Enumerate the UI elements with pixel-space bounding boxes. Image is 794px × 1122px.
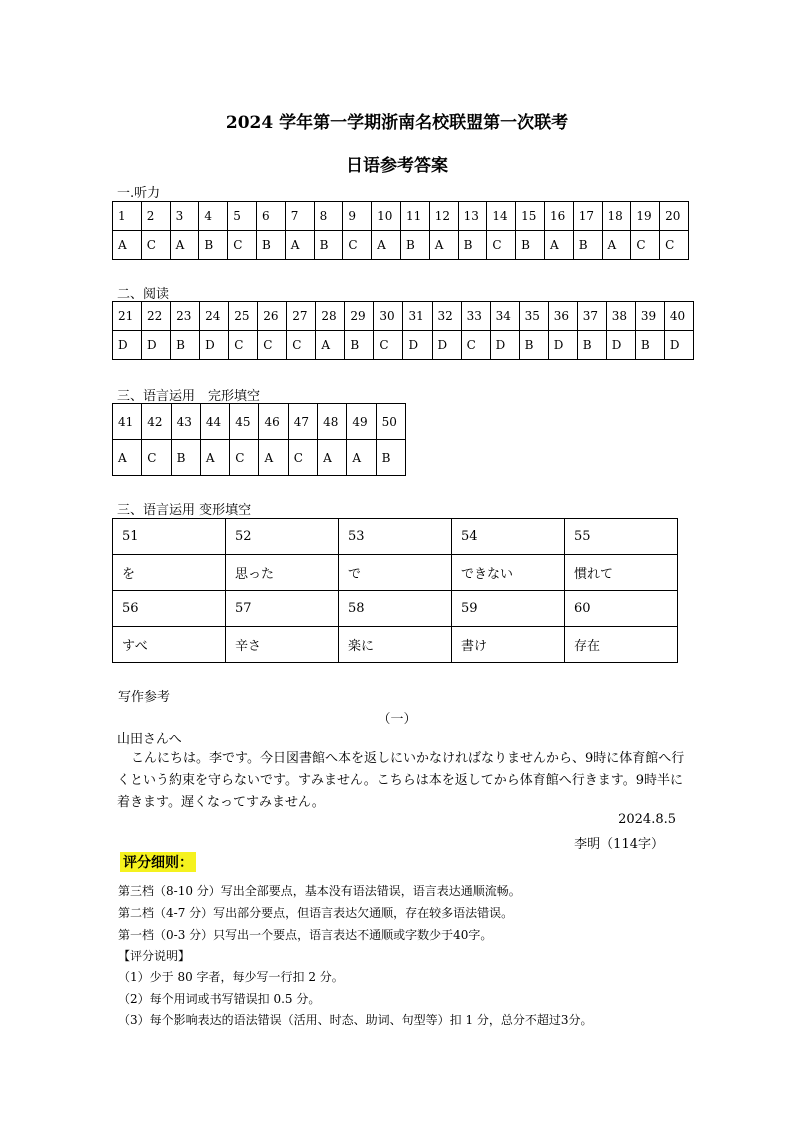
question-number-cell: 11 <box>400 202 429 231</box>
cloze-number-row <box>113 404 406 440</box>
answer-cell: C <box>229 331 258 360</box>
question-number-cell: 37 <box>577 302 606 331</box>
answer-cell: 辛さ <box>226 627 339 663</box>
fill-number-row <box>113 519 678 555</box>
fill-label: 三、语言运用 变形填空 <box>117 503 252 518</box>
question-number-cell: 20 <box>660 202 689 231</box>
answer-cell: A <box>544 231 573 260</box>
question-number-cell: 45 <box>230 404 259 440</box>
question-number-cell: 35 <box>519 302 548 331</box>
answer-cell: C <box>258 331 287 360</box>
listening-number-row <box>113 202 689 231</box>
cloze-label: 三、语言运用 完形填空 <box>117 389 261 404</box>
question-number-cell: 34 <box>490 302 519 331</box>
answer-cell: で <box>339 555 452 591</box>
question-number-cell: 39 <box>635 302 664 331</box>
answer-cell: B <box>516 231 545 260</box>
question-number-cell: 60 <box>565 591 678 627</box>
answer-cell: A <box>316 331 345 360</box>
question-number-cell: 33 <box>461 302 490 331</box>
answer-cell: B <box>171 440 200 476</box>
question-number-cell: 24 <box>200 302 229 331</box>
question-number-cell: 29 <box>345 302 374 331</box>
question-number-cell: 40 <box>664 302 693 331</box>
reading-label: 二、阅读 <box>117 287 170 302</box>
answer-cell: C <box>142 440 171 476</box>
question-number-cell: 30 <box>374 302 403 331</box>
answer-cell: D <box>548 331 577 360</box>
question-number-cell: 28 <box>316 302 345 331</box>
reading-answer-row <box>113 331 694 360</box>
cloze-answer-row <box>113 440 406 476</box>
answer-cell: C <box>287 331 316 360</box>
question-number-cell: 14 <box>487 202 516 231</box>
question-number-cell: 2 <box>141 202 170 231</box>
answer-cell: A <box>200 440 229 476</box>
question-number-cell: 41 <box>113 404 142 440</box>
question-number-cell: 32 <box>432 302 461 331</box>
question-number-cell: 26 <box>258 302 287 331</box>
answer-cell: B <box>171 331 200 360</box>
answer-cell: D <box>403 331 432 360</box>
answer-cell: A <box>602 231 631 260</box>
scoring-line: 第三档（8-10 分）写出全部要点，基本没有语法错误，语言表达通顺流畅。 <box>118 884 521 898</box>
answer-cell: C <box>230 440 259 476</box>
question-number-cell: 4 <box>199 202 228 231</box>
question-number-cell: 36 <box>548 302 577 331</box>
answer-cell: A <box>113 231 142 260</box>
answer-cell: C <box>228 231 257 260</box>
writing-label: 写作参考 <box>118 690 171 705</box>
answer-cell: B <box>199 231 228 260</box>
answer-cell: D <box>490 331 519 360</box>
answer-cell: D <box>664 331 693 360</box>
fill-number-row <box>113 591 678 627</box>
answer-cell: D <box>142 331 171 360</box>
question-number-cell: 16 <box>544 202 573 231</box>
question-number-cell: 8 <box>314 202 343 231</box>
scoring-line: 第一档（0-3 分）只写出一个要点，语言表达不通顺或字数少于40字。 <box>118 928 493 942</box>
answer-cell: A <box>318 440 347 476</box>
question-number-cell: 55 <box>565 519 678 555</box>
answer-cell: A <box>285 231 314 260</box>
letter-body: こんにちは。李です。今日図書館へ本を返しにいかなければなりませんから、9時に体育館へ行くという約束を守らないです。すみません。こちらは本を返してから体育館へ行きます。9時半に着きます。遅くなってすみません。 <box>117 751 685 810</box>
answer-cell: C <box>631 231 660 260</box>
fill-answer-row <box>113 555 678 591</box>
question-number-cell: 19 <box>631 202 660 231</box>
answer-cell: A <box>372 231 401 260</box>
cloze-answer-table <box>112 403 406 476</box>
question-number-cell: 44 <box>200 404 229 440</box>
answer-cell: B <box>573 231 602 260</box>
question-number-cell: 12 <box>429 202 458 231</box>
question-number-cell: 3 <box>170 202 199 231</box>
answer-cell: A <box>170 231 199 260</box>
answer-cell: 思った <box>226 555 339 591</box>
question-number-cell: 57 <box>226 591 339 627</box>
answer-cell: B <box>256 231 285 260</box>
question-number-cell: 5 <box>228 202 257 231</box>
question-number-cell: 15 <box>516 202 545 231</box>
answer-cell: 存在 <box>565 627 678 663</box>
question-number-cell: 53 <box>339 519 452 555</box>
question-number-cell: 23 <box>171 302 200 331</box>
answer-cell: A <box>113 440 142 476</box>
question-number-cell: 9 <box>343 202 372 231</box>
answer-cell: C <box>141 231 170 260</box>
question-number-cell: 22 <box>142 302 171 331</box>
question-number-cell: 51 <box>113 519 226 555</box>
answer-cell: B <box>314 231 343 260</box>
answer-cell: B <box>458 231 487 260</box>
answer-cell: D <box>606 331 635 360</box>
page-subtitle: 日语参考答案 <box>346 156 448 176</box>
answer-cell: B <box>400 231 429 260</box>
question-number-cell: 47 <box>288 404 317 440</box>
question-number-cell: 18 <box>602 202 631 231</box>
answer-cell: C <box>343 231 372 260</box>
question-number-cell: 52 <box>226 519 339 555</box>
answer-cell: B <box>577 331 606 360</box>
answer-cell: すべ <box>113 627 226 663</box>
answer-cell: A <box>347 440 376 476</box>
question-number-cell: 59 <box>452 591 565 627</box>
letter-addressee: 山田さんへ <box>117 732 182 747</box>
question-number-cell: 46 <box>259 404 288 440</box>
question-number-cell: 13 <box>458 202 487 231</box>
question-number-cell: 48 <box>318 404 347 440</box>
answer-cell: C <box>660 231 689 260</box>
scoring-line: （2）每个用词或书写错误扣 0.5 分。 <box>118 992 321 1006</box>
answer-cell: を <box>113 555 226 591</box>
answer-cell: できない <box>452 555 565 591</box>
answer-cell: 書け <box>452 627 565 663</box>
answer-cell: A <box>259 440 288 476</box>
question-number-cell: 21 <box>113 302 142 331</box>
question-number-cell: 38 <box>606 302 635 331</box>
question-number-cell: 43 <box>171 404 200 440</box>
answer-cell: C <box>288 440 317 476</box>
listening-answer-table <box>112 201 689 260</box>
question-number-cell: 1 <box>113 202 142 231</box>
question-number-cell: 42 <box>142 404 171 440</box>
answer-cell: B <box>635 331 664 360</box>
answer-cell: A <box>429 231 458 260</box>
answer-cell: B <box>519 331 548 360</box>
question-number-cell: 17 <box>573 202 602 231</box>
letter-heading: （一） <box>377 712 417 727</box>
scoring-line: （1）少于 80 字者，每少写一行扣 2 分。 <box>118 970 344 984</box>
scoring-note-heading: 【评分说明】 <box>118 949 191 963</box>
scoring-line: （3）每个影响表达的语法错误（活用、时态、助词、句型等）扣 1 分，总分不超过3分。 <box>118 1013 593 1027</box>
question-number-cell: 56 <box>113 591 226 627</box>
question-number-cell: 58 <box>339 591 452 627</box>
question-number-cell: 6 <box>256 202 285 231</box>
reading-answer-table <box>112 301 694 360</box>
question-number-cell: 31 <box>403 302 432 331</box>
question-number-cell: 25 <box>229 302 258 331</box>
answer-cell: 楽に <box>339 627 452 663</box>
question-number-cell: 27 <box>287 302 316 331</box>
answer-cell: 慣れて <box>565 555 678 591</box>
listening-answer-row <box>113 231 689 260</box>
answer-cell: C <box>374 331 403 360</box>
answer-cell: B <box>376 440 405 476</box>
reading-number-row <box>113 302 694 331</box>
question-number-cell: 7 <box>285 202 314 231</box>
listening-label: 一.听力 <box>117 186 161 201</box>
question-number-cell: 10 <box>372 202 401 231</box>
answer-cell: B <box>345 331 374 360</box>
fill-answer-row <box>113 627 678 663</box>
answer-cell: C <box>487 231 516 260</box>
answer-cell: C <box>461 331 490 360</box>
answer-cell: D <box>113 331 142 360</box>
answer-cell: D <box>432 331 461 360</box>
question-number-cell: 54 <box>452 519 565 555</box>
question-number-cell: 50 <box>376 404 405 440</box>
page-title: 2024 学年第一学期浙南名校联盟第一次联考 <box>225 113 569 133</box>
answer-cell: D <box>200 331 229 360</box>
letter-signature: 李明（114字） <box>574 837 664 852</box>
scoring-line: 第二档（4-7 分）写出部分要点，但语言表达欠通顺，存在较多语法错误。 <box>118 906 514 920</box>
fill-answer-table <box>112 518 678 663</box>
letter-date: 2024.8.5 <box>618 812 676 827</box>
scoring-title: 评分细则： <box>120 852 196 872</box>
question-number-cell: 49 <box>347 404 376 440</box>
